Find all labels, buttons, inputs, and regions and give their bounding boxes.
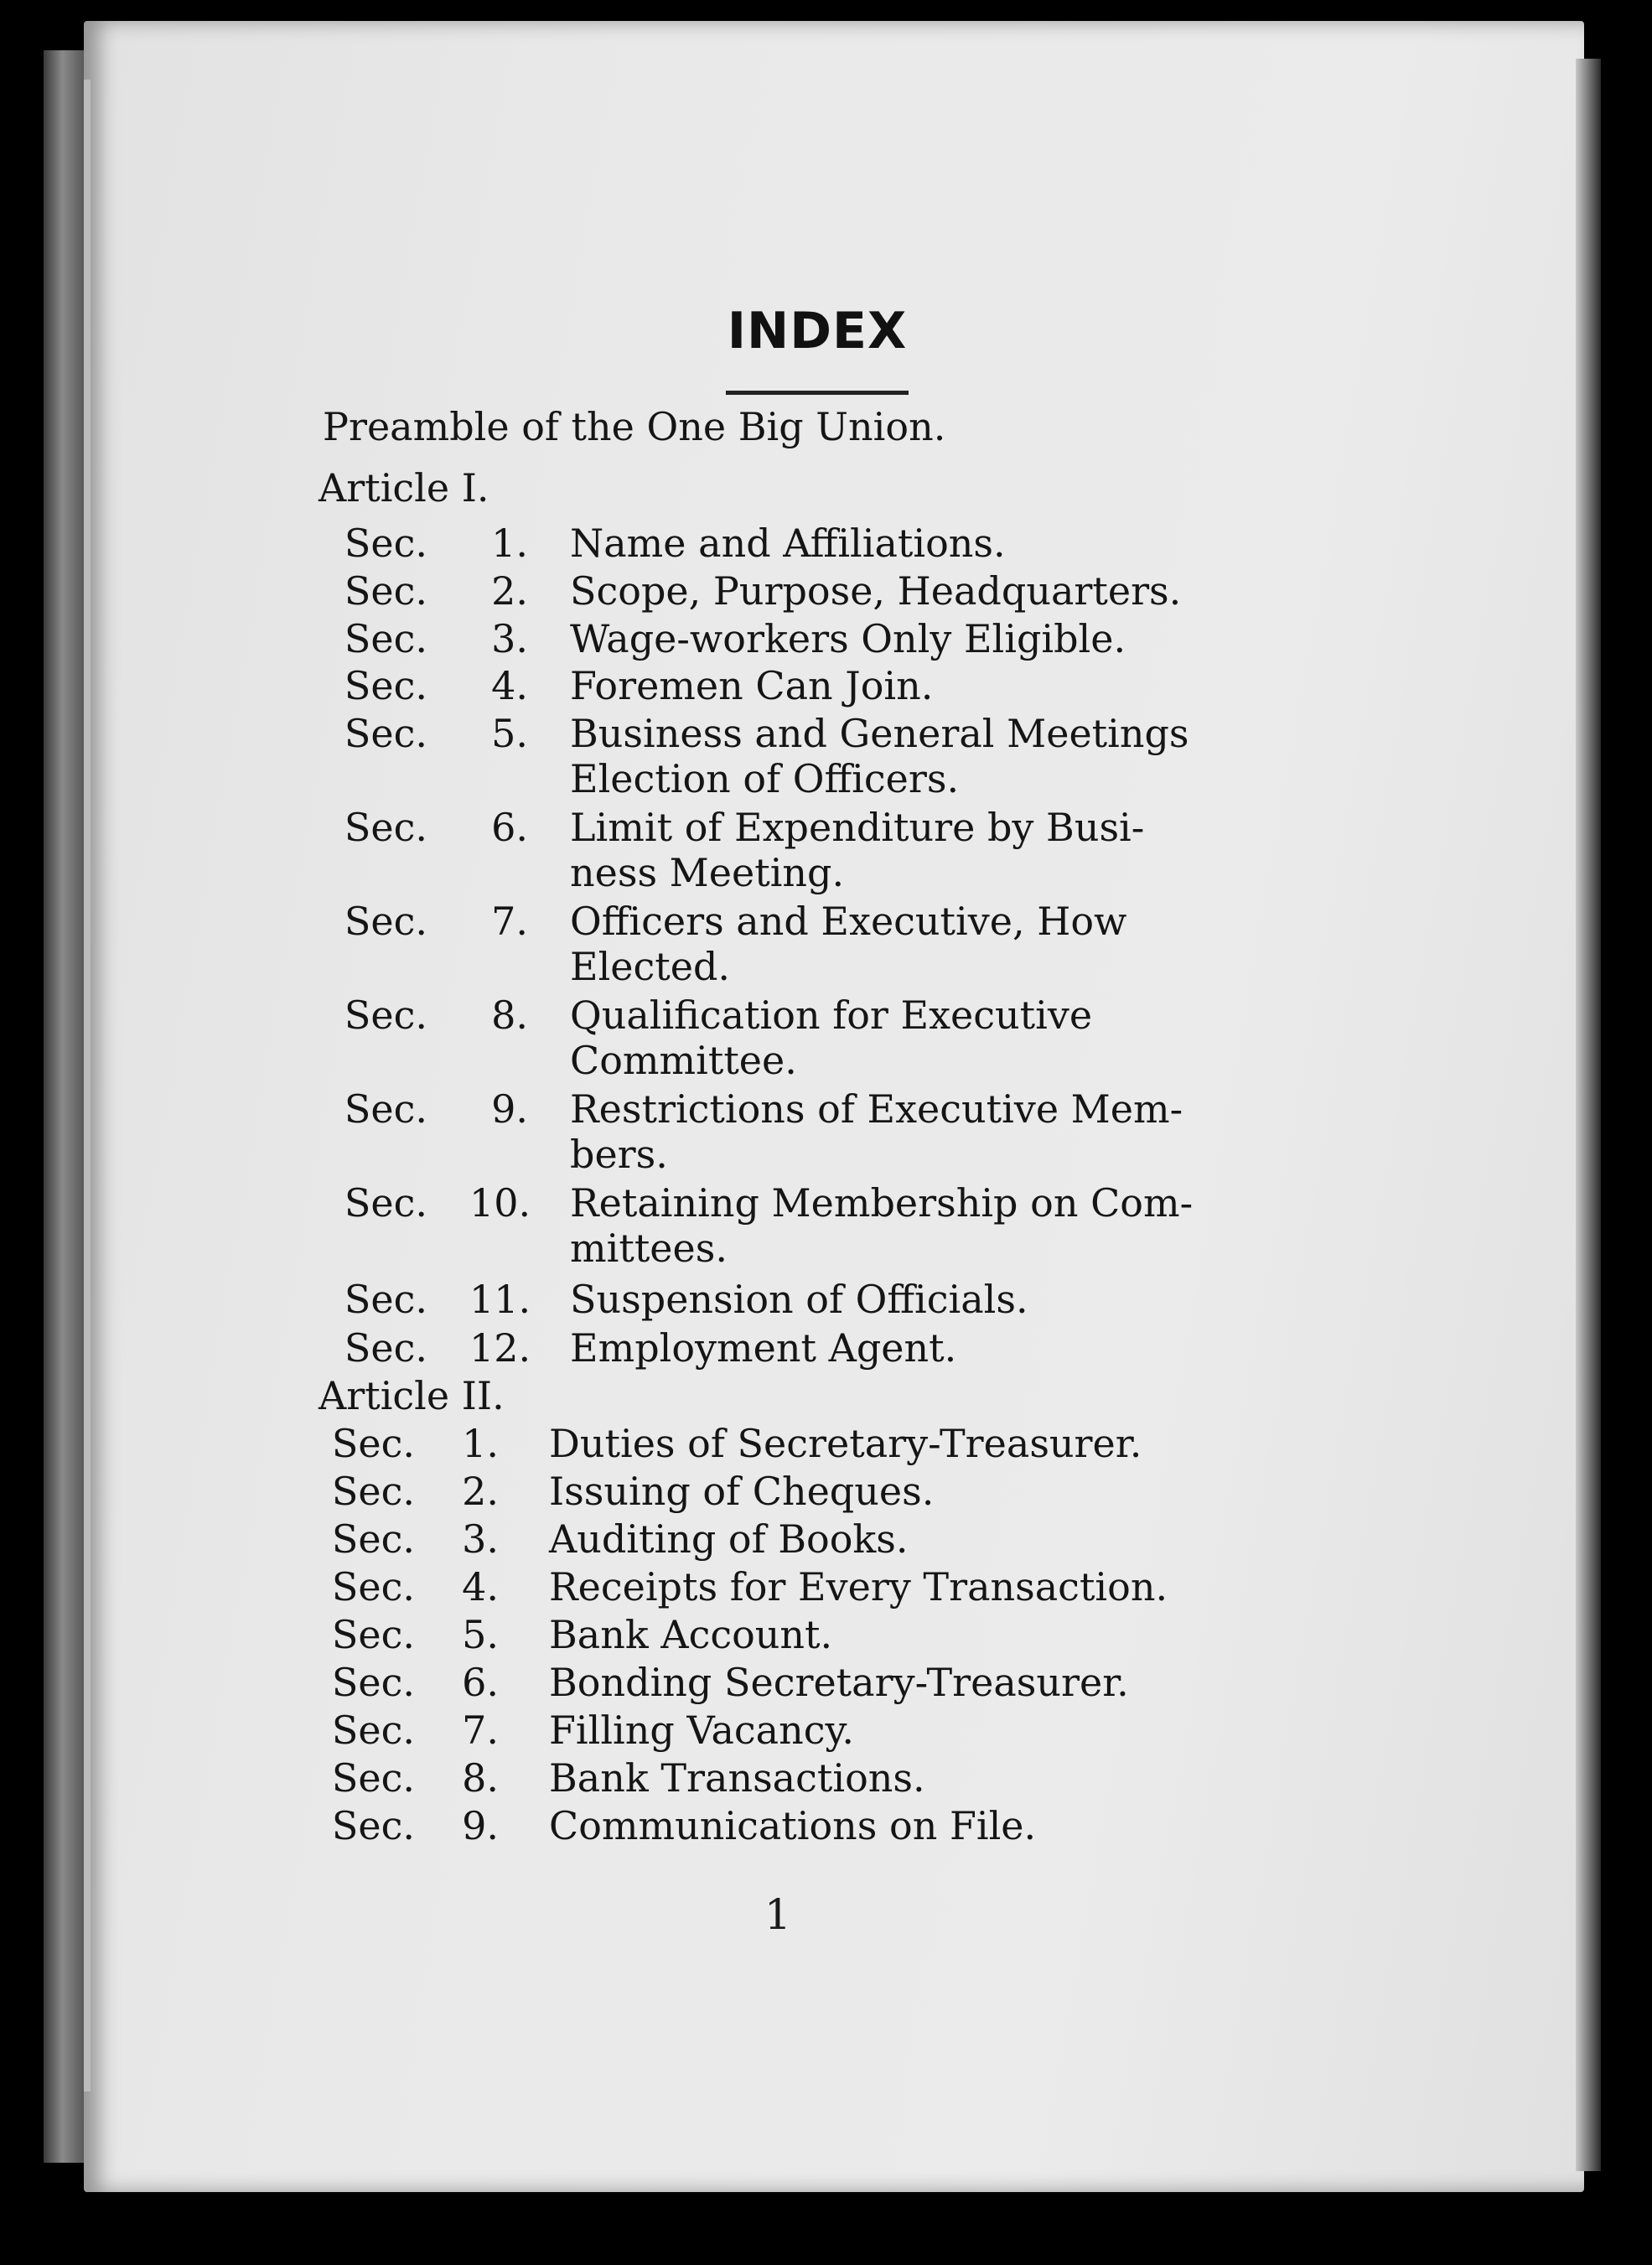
- section-label: Sec.: [331, 1421, 415, 1466]
- section-label: Sec.: [344, 616, 427, 661]
- section-number: 4.: [491, 663, 528, 708]
- section-title-line: Filling Vacancy.: [549, 1708, 854, 1753]
- section-number: 3.: [462, 1516, 499, 1562]
- section-number: 1.: [491, 521, 528, 566]
- page-fold-shadow: [84, 80, 91, 2091]
- section-label: Sec.: [344, 1277, 427, 1322]
- article-two-heading: Article II.: [318, 1373, 505, 1418]
- section-label: Sec.: [344, 1325, 427, 1371]
- section-label: Sec.: [344, 568, 427, 614]
- section-title-line: ness Meeting.: [570, 850, 845, 895]
- section-title-line: Bank Account.: [549, 1612, 833, 1657]
- section-title-line: Communications on File.: [549, 1803, 1037, 1848]
- section-label: Sec.: [344, 521, 427, 566]
- section-title-line: Limit of Expenditure by Busi-: [570, 805, 1145, 850]
- section-label: Sec.: [331, 1803, 415, 1848]
- section-title-line: Officers and Executive, How: [570, 899, 1127, 944]
- section-label: Sec.: [344, 899, 427, 944]
- section-label: Sec.: [344, 993, 427, 1038]
- section-number: 2.: [462, 1469, 499, 1514]
- section-title-line: Issuing of Cheques.: [549, 1469, 935, 1514]
- section-number: 5.: [462, 1612, 499, 1657]
- section-label: Sec.: [344, 1180, 427, 1226]
- section-title-line: Wage-workers Only Eligible.: [570, 616, 1126, 661]
- section-number: 11.: [469, 1277, 531, 1322]
- section-number: 7.: [462, 1708, 499, 1753]
- section-number: 7.: [491, 899, 528, 944]
- section-title-line: Qualification for Executive: [570, 993, 1093, 1038]
- section-title-line: Scope, Purpose, Headquarters.: [570, 568, 1182, 614]
- article-one-heading: Article I.: [318, 465, 489, 511]
- section-number: 8.: [491, 993, 528, 1038]
- section-label: Sec.: [331, 1708, 415, 1753]
- section-number: 6.: [462, 1660, 499, 1705]
- section-number: 8.: [462, 1755, 499, 1801]
- section-number: 10.: [469, 1180, 531, 1226]
- section-label: Sec.: [331, 1755, 415, 1801]
- section-label: Sec.: [331, 1612, 415, 1657]
- section-title-line: Suspension of Officials.: [570, 1277, 1028, 1322]
- section-label: Sec.: [331, 1564, 415, 1609]
- book-binding: [44, 50, 85, 2163]
- section-title-line: Business and General Meetings: [570, 711, 1189, 756]
- section-label: Sec.: [344, 1086, 427, 1132]
- section-number: 3.: [491, 616, 528, 661]
- page-title: INDEX: [727, 302, 908, 360]
- section-title-line: Committee.: [570, 1038, 797, 1083]
- section-title-line: Election of Officers.: [570, 756, 960, 801]
- section-number: 5.: [491, 711, 528, 756]
- page-number: 1: [764, 1890, 791, 1939]
- section-title-line: Duties of Secretary-Treasurer.: [549, 1421, 1142, 1466]
- section-title-line: Foremen Can Join.: [570, 663, 934, 708]
- section-label: Sec.: [331, 1660, 415, 1705]
- section-label: Sec.: [344, 663, 427, 708]
- section-number: 6.: [491, 805, 528, 850]
- section-title-line: Bank Transactions.: [549, 1755, 925, 1801]
- section-number: 9.: [462, 1803, 499, 1848]
- section-title-line: Bonding Secretary-Treasurer.: [549, 1660, 1129, 1705]
- section-title-line: Name and Affiliations.: [570, 521, 1006, 566]
- section-number: 9.: [491, 1086, 528, 1132]
- section-title-line: Employment Agent.: [570, 1325, 957, 1371]
- title-underline: [726, 391, 909, 395]
- section-label: Sec.: [331, 1469, 415, 1514]
- section-number: 1.: [462, 1421, 499, 1466]
- section-title-line: mittees.: [570, 1226, 728, 1271]
- section-number: 12.: [469, 1325, 531, 1371]
- section-number: 2.: [491, 568, 528, 614]
- section-number: 4.: [462, 1564, 499, 1609]
- section-title-line: Auditing of Books.: [549, 1516, 909, 1562]
- preamble-entry: Preamble of the One Big Union.: [323, 404, 946, 449]
- section-title-line: Retaining Membership on Com-: [570, 1180, 1194, 1226]
- section-label: Sec.: [344, 711, 427, 756]
- section-label: Sec.: [331, 1516, 415, 1562]
- section-title-line: Elected.: [570, 944, 731, 989]
- section-title-line: Receipts for Every Transaction.: [549, 1564, 1168, 1609]
- section-label: Sec.: [344, 805, 427, 850]
- section-title-line: bers.: [570, 1132, 668, 1177]
- page-edges: [1576, 59, 1601, 2171]
- section-title-line: Restrictions of Executive Mem-: [570, 1086, 1183, 1132]
